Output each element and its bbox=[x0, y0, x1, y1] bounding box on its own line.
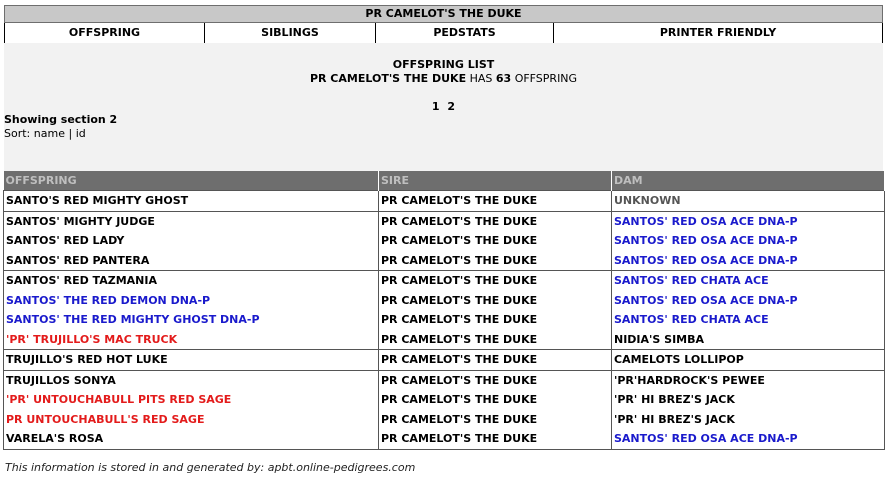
sire-name-link[interactable]: PR CAMELOT'S THE DUKE bbox=[379, 330, 612, 350]
sire-name-link[interactable]: PR CAMELOT'S THE DUKE bbox=[379, 211, 612, 231]
offspring-name-link[interactable]: VARELA'S ROSA bbox=[4, 429, 379, 449]
dam-name-link[interactable]: CAMELOTS LOLLIPOP bbox=[612, 350, 885, 371]
offspring-name-link[interactable]: SANTOS' RED PANTERA bbox=[4, 251, 379, 271]
offspring-name-link[interactable]: SANTOS' MIGHTY JUDGE bbox=[4, 211, 379, 231]
dam-name-link[interactable]: NIDIA'S SIMBA bbox=[612, 330, 885, 350]
table-row bbox=[4, 350, 885, 371]
sort-by-name-link[interactable]: name bbox=[33, 127, 65, 140]
offspring-name-link[interactable]: PR UNTOUCHABULL'S RED SAGE bbox=[4, 410, 379, 430]
sire-name-link[interactable]: PR CAMELOT'S THE DUKE bbox=[379, 291, 612, 311]
offspring-count: 63 bbox=[495, 72, 512, 85]
dam-name-link[interactable]: SANTOS' RED OSA ACE DNA-P bbox=[612, 251, 885, 271]
table-row bbox=[4, 330, 885, 350]
has-text: HAS bbox=[469, 72, 493, 85]
column-header-offspring: OFFSPRING bbox=[4, 171, 379, 191]
offspring-name-link[interactable]: SANTO'S RED MIGHTY GHOST bbox=[4, 191, 379, 212]
tab-offspring[interactable]: OFFSPRING bbox=[5, 23, 205, 43]
tab-printer-friendly[interactable]: PRINTER FRIENDLY bbox=[659, 26, 777, 39]
tab-bar bbox=[4, 23, 883, 43]
dam-name-link[interactable]: SANTOS' RED OSA ACE DNA-P bbox=[612, 291, 885, 311]
sort-controls bbox=[4, 127, 86, 140]
table-row bbox=[4, 410, 885, 430]
dog-name: PR CAMELOT'S THE DUKE bbox=[309, 72, 467, 85]
dam-name-link[interactable]: 'PR' HI BREZ'S JACK bbox=[612, 390, 885, 410]
table-row bbox=[4, 370, 885, 390]
sire-name-link[interactable]: PR CAMELOT'S THE DUKE bbox=[379, 191, 612, 212]
column-header-dam: DAM bbox=[612, 171, 885, 191]
sort-label: Sort: bbox=[4, 127, 31, 140]
sort-separator: | bbox=[68, 127, 73, 140]
offspring-name-link[interactable]: 'PR' TRUJILLO'S MAC TRUCK bbox=[4, 330, 379, 350]
dam-name-link[interactable]: SANTOS' RED OSA ACE DNA-P bbox=[612, 211, 885, 231]
offspring-name-link[interactable]: TRUJILLO'S RED HOT LUKE bbox=[4, 350, 379, 371]
table-row bbox=[4, 271, 885, 291]
dam-name-link[interactable]: SANTOS' RED CHATA ACE bbox=[612, 310, 885, 330]
sire-name-link[interactable]: PR CAMELOT'S THE DUKE bbox=[379, 310, 612, 330]
page-link-1[interactable]: 1 bbox=[431, 100, 440, 113]
dam-name-link[interactable]: SANTOS' RED OSA ACE DNA-P bbox=[612, 429, 885, 449]
offspring-name-link[interactable]: SANTOS' RED TAZMANIA bbox=[4, 271, 379, 291]
table-row bbox=[4, 231, 885, 251]
offspring-name-link[interactable]: SANTOS' THE RED DEMON DNA-P bbox=[4, 291, 379, 311]
offspring-list-title: OFFSPRING LIST bbox=[392, 58, 495, 71]
sire-name-link[interactable]: PR CAMELOT'S THE DUKE bbox=[379, 429, 612, 449]
sire-name-link[interactable]: PR CAMELOT'S THE DUKE bbox=[379, 410, 612, 430]
dam-name-link[interactable]: SANTOS' RED CHATA ACE bbox=[612, 271, 885, 291]
table-row bbox=[4, 211, 885, 231]
sire-name-link[interactable]: PR CAMELOT'S THE DUKE bbox=[379, 231, 612, 251]
dam-name-link[interactable]: SANTOS' RED OSA ACE DNA-P bbox=[612, 231, 885, 251]
table-row bbox=[4, 191, 885, 212]
offspring-name-link[interactable]: SANTOS' THE RED MIGHTY GHOST DNA-P bbox=[4, 310, 379, 330]
table-row bbox=[4, 291, 885, 311]
table-row bbox=[4, 390, 885, 410]
page-title: PR CAMELOT'S THE DUKE bbox=[365, 7, 522, 20]
sire-name-link[interactable]: PR CAMELOT'S THE DUKE bbox=[379, 271, 612, 291]
table-row bbox=[4, 310, 885, 330]
pagination bbox=[4, 100, 883, 113]
offspring-name-link[interactable]: SANTOS' RED LADY bbox=[4, 231, 379, 251]
sire-name-link[interactable]: PR CAMELOT'S THE DUKE bbox=[379, 370, 612, 390]
offspring-table bbox=[3, 171, 885, 450]
footer-note: This information is stored in and generated by: apbt.online-pedigrees.com bbox=[5, 461, 416, 474]
dam-name-link: UNKNOWN bbox=[612, 191, 885, 212]
tab-pedstats[interactable]: PEDSTATS bbox=[376, 23, 554, 43]
sire-name-link[interactable]: PR CAMELOT'S THE DUKE bbox=[379, 350, 612, 371]
page-link-2[interactable]: 2 bbox=[447, 100, 456, 113]
sire-name-link[interactable]: PR CAMELOT'S THE DUKE bbox=[379, 390, 612, 410]
tab-siblings[interactable]: SIBLINGS bbox=[205, 23, 376, 43]
dam-name-link[interactable]: 'PR'HARDROCK'S PEWEE bbox=[612, 370, 885, 390]
table-header-row bbox=[4, 171, 885, 191]
sort-by-id-link[interactable]: id bbox=[75, 127, 86, 140]
sire-name-link[interactable]: PR CAMELOT'S THE DUKE bbox=[379, 251, 612, 271]
dam-name-link[interactable]: 'PR' HI BREZ'S JACK bbox=[612, 410, 885, 430]
table-row bbox=[4, 251, 885, 271]
offspring-name-link[interactable]: TRUJILLOS SONYA bbox=[4, 370, 379, 390]
table-row bbox=[4, 429, 885, 449]
info-panel bbox=[4, 43, 883, 171]
showing-section-text: Showing section 2 bbox=[4, 113, 118, 126]
offspring-word: OFFSPRING bbox=[514, 72, 578, 85]
offspring-name-link[interactable]: 'PR' UNTOUCHABULL PITS RED SAGE bbox=[4, 390, 379, 410]
column-header-sire: SIRE bbox=[379, 171, 612, 191]
offspring-count-line bbox=[4, 72, 883, 85]
page-title-bar bbox=[4, 5, 883, 23]
